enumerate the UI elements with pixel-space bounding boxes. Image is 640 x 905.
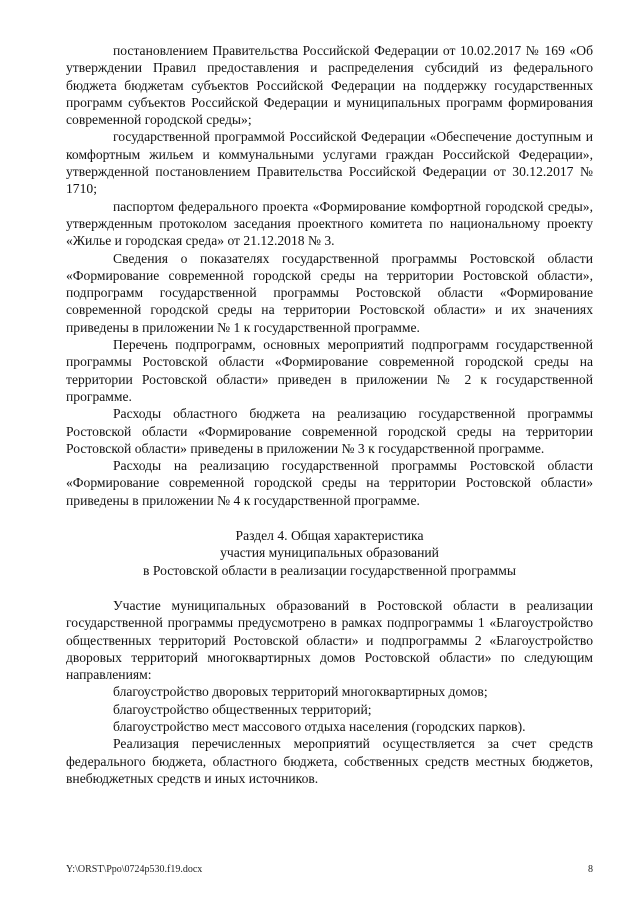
paragraph-subprograms-list: Перечень подпрограмм, основных мероприятий подпрограмм государственной программы Ростовской области «Формирование современной городской среды на территории Ростовской области» приведен в приложении № 2 к государственной программе. [66,337,593,404]
section-heading-line-2: участия муниципальных образований [220,545,439,561]
paragraph-regional-budget-expenses: Расходы областного бюджета на реализацию государственной программы Ростовской области «Формирование современной городской среды на территории Ростовской области» приведены в приложении № 3 к государственной программе. [66,406,593,456]
footer-file-path: Y:\ORST\Ppo\0724p530.f19.docx [66,864,203,875]
page-body [66,42,593,787]
paragraph-municipal-participation: Участие муниципальных образований в Ростовской области в реализации государственной программы предусмотрено в рамках подпрограммы 1 «Благоустройство общественных территорий Ростовской области» и подпрограммы 2 «Благоустройство дворовых территорий многоквартирных домов Ростовской области» по следующим направлениям: [66,597,593,683]
paragraph-decree-169: постановлением Правительства Российской Федерации от 10.02.2017 № 169 «Об утверждении Правил предоставления и распределения субсидий из федерального бюджета бюджетам субъектов Российской Федерации на поддержку государственных программ субъектов Российской Федерации и муниципальных программ формирования современной городской среды»; [66,43,593,128]
list-item-parks: благоустройство мест массового отдыха населения (городских парков). [113,718,526,734]
section-heading [66,527,593,579]
list-item-public-areas: благоустройство общественных территорий; [113,701,372,717]
section-heading-line-1: Раздел 4. Общая характеристика [235,528,424,544]
list-item-courtyards: благоустройство дворовых территорий многоквартирных домов; [113,684,488,700]
section-heading-line-3: в Ростовской области в реализации государственной программы [143,562,516,578]
page-number: 8 [588,864,593,875]
paragraph-state-program-rf: государственной программой Российской Федерации «Обеспечение доступным и комфортным жильем и коммунальными услугами граждан Российской Федерации», утвержденной постановлением Правительства Российской Федерации от 30.12.2017 № 1710; [66,129,593,197]
paragraph-indicators: Сведения о показателях государственной программы Ростовской области «Формирование современной городской среды на территории Ростовской области», подпрограмм государственной программы Ростовской области «Формирование современной городской среды на территории Ростовской области» и их значениях приведены в приложении № 1 к государственной программе. [66,250,593,335]
paragraph-funding-sources: Реализация перечисленных мероприятий осуществляется за счет средств федерального бюджета, областного бюджета, собственных средств местных бюджетов, внебюджетных средств и иных источников. [66,736,593,786]
page-footer [66,863,593,877]
paragraph-federal-project-passport: паспортом федерального проекта «Формирование комфортной городской среды», утвержденным протоколом заседания проектного комитета по национальному проекту «Жилье и городская среда» от 21.12.2018 № 3. [66,198,593,249]
paragraph-program-expenses: Расходы на реализацию государственной программы Ростовской области «Формирование современной городской среды на территории Ростовской области» приведены в приложении № 4 к государственной программе. [66,458,593,508]
